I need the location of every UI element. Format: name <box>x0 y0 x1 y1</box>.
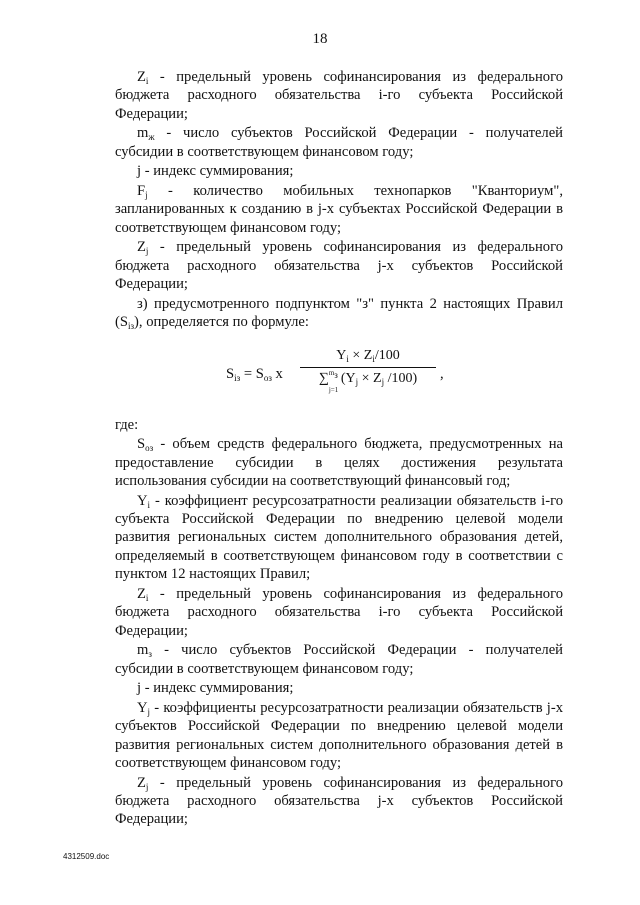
paragraph-fj-definition <box>115 182 563 237</box>
formula-symbol: (Y <box>340 371 356 387</box>
paragraph-zi-definition <box>115 68 563 123</box>
paragraph-text: ), определяется по формуле: <box>134 314 309 331</box>
paragraph-text: - объем средств федерального бюджета, предусмотренных на предоставление субсидии в целях достижения результата использования субсидии на соответствующий финансовый год; <box>115 436 563 490</box>
paragraph-text: j - индекс суммирования; <box>137 680 294 697</box>
paragraph-text: - предельный уровень софинансирования из федерального бюджета расходного обязательства i-го субъекта Российской Федерации; <box>115 69 563 122</box>
formula-comma: , <box>440 365 444 382</box>
symbol: Y <box>137 699 148 716</box>
formula-equals: = <box>240 365 256 382</box>
paragraph-soz-definition <box>115 435 563 490</box>
paragraph-text: - предельный уровень софинансирования из федерального бюджета расходного обязательства j-х субъектов Российской Федерации; <box>115 774 563 828</box>
formula-symbol: /100 <box>374 347 400 363</box>
formula-symbol: S <box>255 365 264 382</box>
formula-block <box>115 342 563 410</box>
formula-denominator <box>298 368 438 395</box>
paragraph-text: - число субъектов Российской Федерации - получателей субсидии в соответствующем финансовом году; <box>115 642 563 677</box>
paragraph-subpoint-z <box>115 295 563 332</box>
document-body <box>115 68 563 830</box>
sum-operator <box>318 369 339 395</box>
paragraph-text: з) предусмотренного подпунктом "з" пункта 2 настоящих Правил (S <box>115 295 563 331</box>
paragraph-text: - предельный уровень софинансирования из федерального бюджета расходного обязательства i-го субъекта Российской Федерации; <box>115 585 563 639</box>
paragraph-text: - коэффициенты ресурсозатратности реализации обязательств j-х субъектов Российской Федерации по внедрению целевой модели развития региональных систем дополнительного образования детей в соответствующем финансовом году; <box>115 699 563 772</box>
formula-symbol: Y <box>336 347 347 363</box>
formula-subscript: j <box>355 377 359 388</box>
formula-lhs <box>226 365 283 383</box>
symbol: Z <box>137 239 146 256</box>
symbol: Y <box>137 492 148 509</box>
formula-subscript: i <box>346 353 349 364</box>
paragraph-mzh-definition <box>115 124 563 161</box>
sum-lower-limit: j=1 <box>328 386 339 395</box>
formula-numerator <box>298 347 438 367</box>
paragraph-zi-definition-2 <box>115 585 563 640</box>
symbol-subscript: i <box>145 76 149 86</box>
symbol-subscript: i <box>147 499 151 510</box>
formula-symbol: × Z <box>348 347 373 363</box>
sum-upper-limit <box>329 364 338 382</box>
sum-upper-symbol: m <box>328 369 335 378</box>
document-file-code: 4312509.doc <box>63 852 110 861</box>
symbol: Z <box>137 585 146 602</box>
formula-symbol: × Z <box>358 371 382 387</box>
paragraph-zj-definition-2 <box>115 774 563 829</box>
formula-subscript: оз <box>263 372 272 383</box>
symbol: F <box>137 183 146 199</box>
symbol-subscript: ж <box>148 132 155 143</box>
paragraph-zj-definition <box>115 238 563 293</box>
page-number: 18 <box>312 31 328 47</box>
paragraph-gde <box>115 416 563 434</box>
paragraph-j-index-2 <box>115 679 563 697</box>
formula-subscript: i <box>372 353 375 364</box>
symbol-subscript: iз <box>127 321 135 332</box>
paragraph-text: j - индекс суммирования; <box>137 163 294 180</box>
symbol: Z <box>137 774 146 791</box>
symbol-subscript: j <box>145 190 148 200</box>
sum-sign: ∑ <box>318 371 329 387</box>
symbol-subscript: з <box>148 649 152 660</box>
paragraph-text: - количество мобильных технопарков "Кванториум", запланированных к созданию в j-х субъектах Российской Федерации в соответствующем финансовом году; <box>115 183 563 236</box>
paragraph-text: - число субъектов Российской Федерации - получателей субсидии в соответствующем финансовом году; <box>115 125 563 160</box>
formula-fraction <box>298 347 438 395</box>
symbol: Z <box>137 69 146 85</box>
paragraph-text: где: <box>115 416 139 433</box>
symbol-subscript: j <box>147 706 151 717</box>
paragraph-text: - коэффициент ресурсозатратности реализации обязательств i-го субъекта Российской Федерации по внедрению целевой модели развития региональных систем дополнительного образования детей, определяемый в соответствующем финансовом году в соответствии с пунктом 12 настоящих Правил; <box>115 492 563 583</box>
paragraph-j-index <box>115 162 563 180</box>
paragraph-text: - предельный уровень софинансирования из федерального бюджета расходного обязательства j-х субъектов Российской Федерации; <box>115 239 563 293</box>
formula-subscript: j <box>381 377 385 388</box>
paragraph-yj-definition <box>115 699 563 773</box>
symbol-subscript: j <box>145 781 149 792</box>
paragraph-mz-definition <box>115 641 563 678</box>
symbol-subscript: оз <box>145 443 154 454</box>
symbol-subscript: i <box>145 592 149 603</box>
symbol: S <box>137 436 146 453</box>
formula-symbol: /100) <box>384 371 418 387</box>
formula-times: х <box>271 365 283 382</box>
symbol: m <box>137 642 149 659</box>
paragraph-yi-definition <box>115 492 563 584</box>
symbol: m <box>137 125 149 142</box>
formula-symbol: S <box>226 365 235 382</box>
sum-upper-subscript: з <box>334 370 338 381</box>
formula-subscript: iз <box>234 372 241 383</box>
symbol-subscript: j <box>145 246 149 257</box>
